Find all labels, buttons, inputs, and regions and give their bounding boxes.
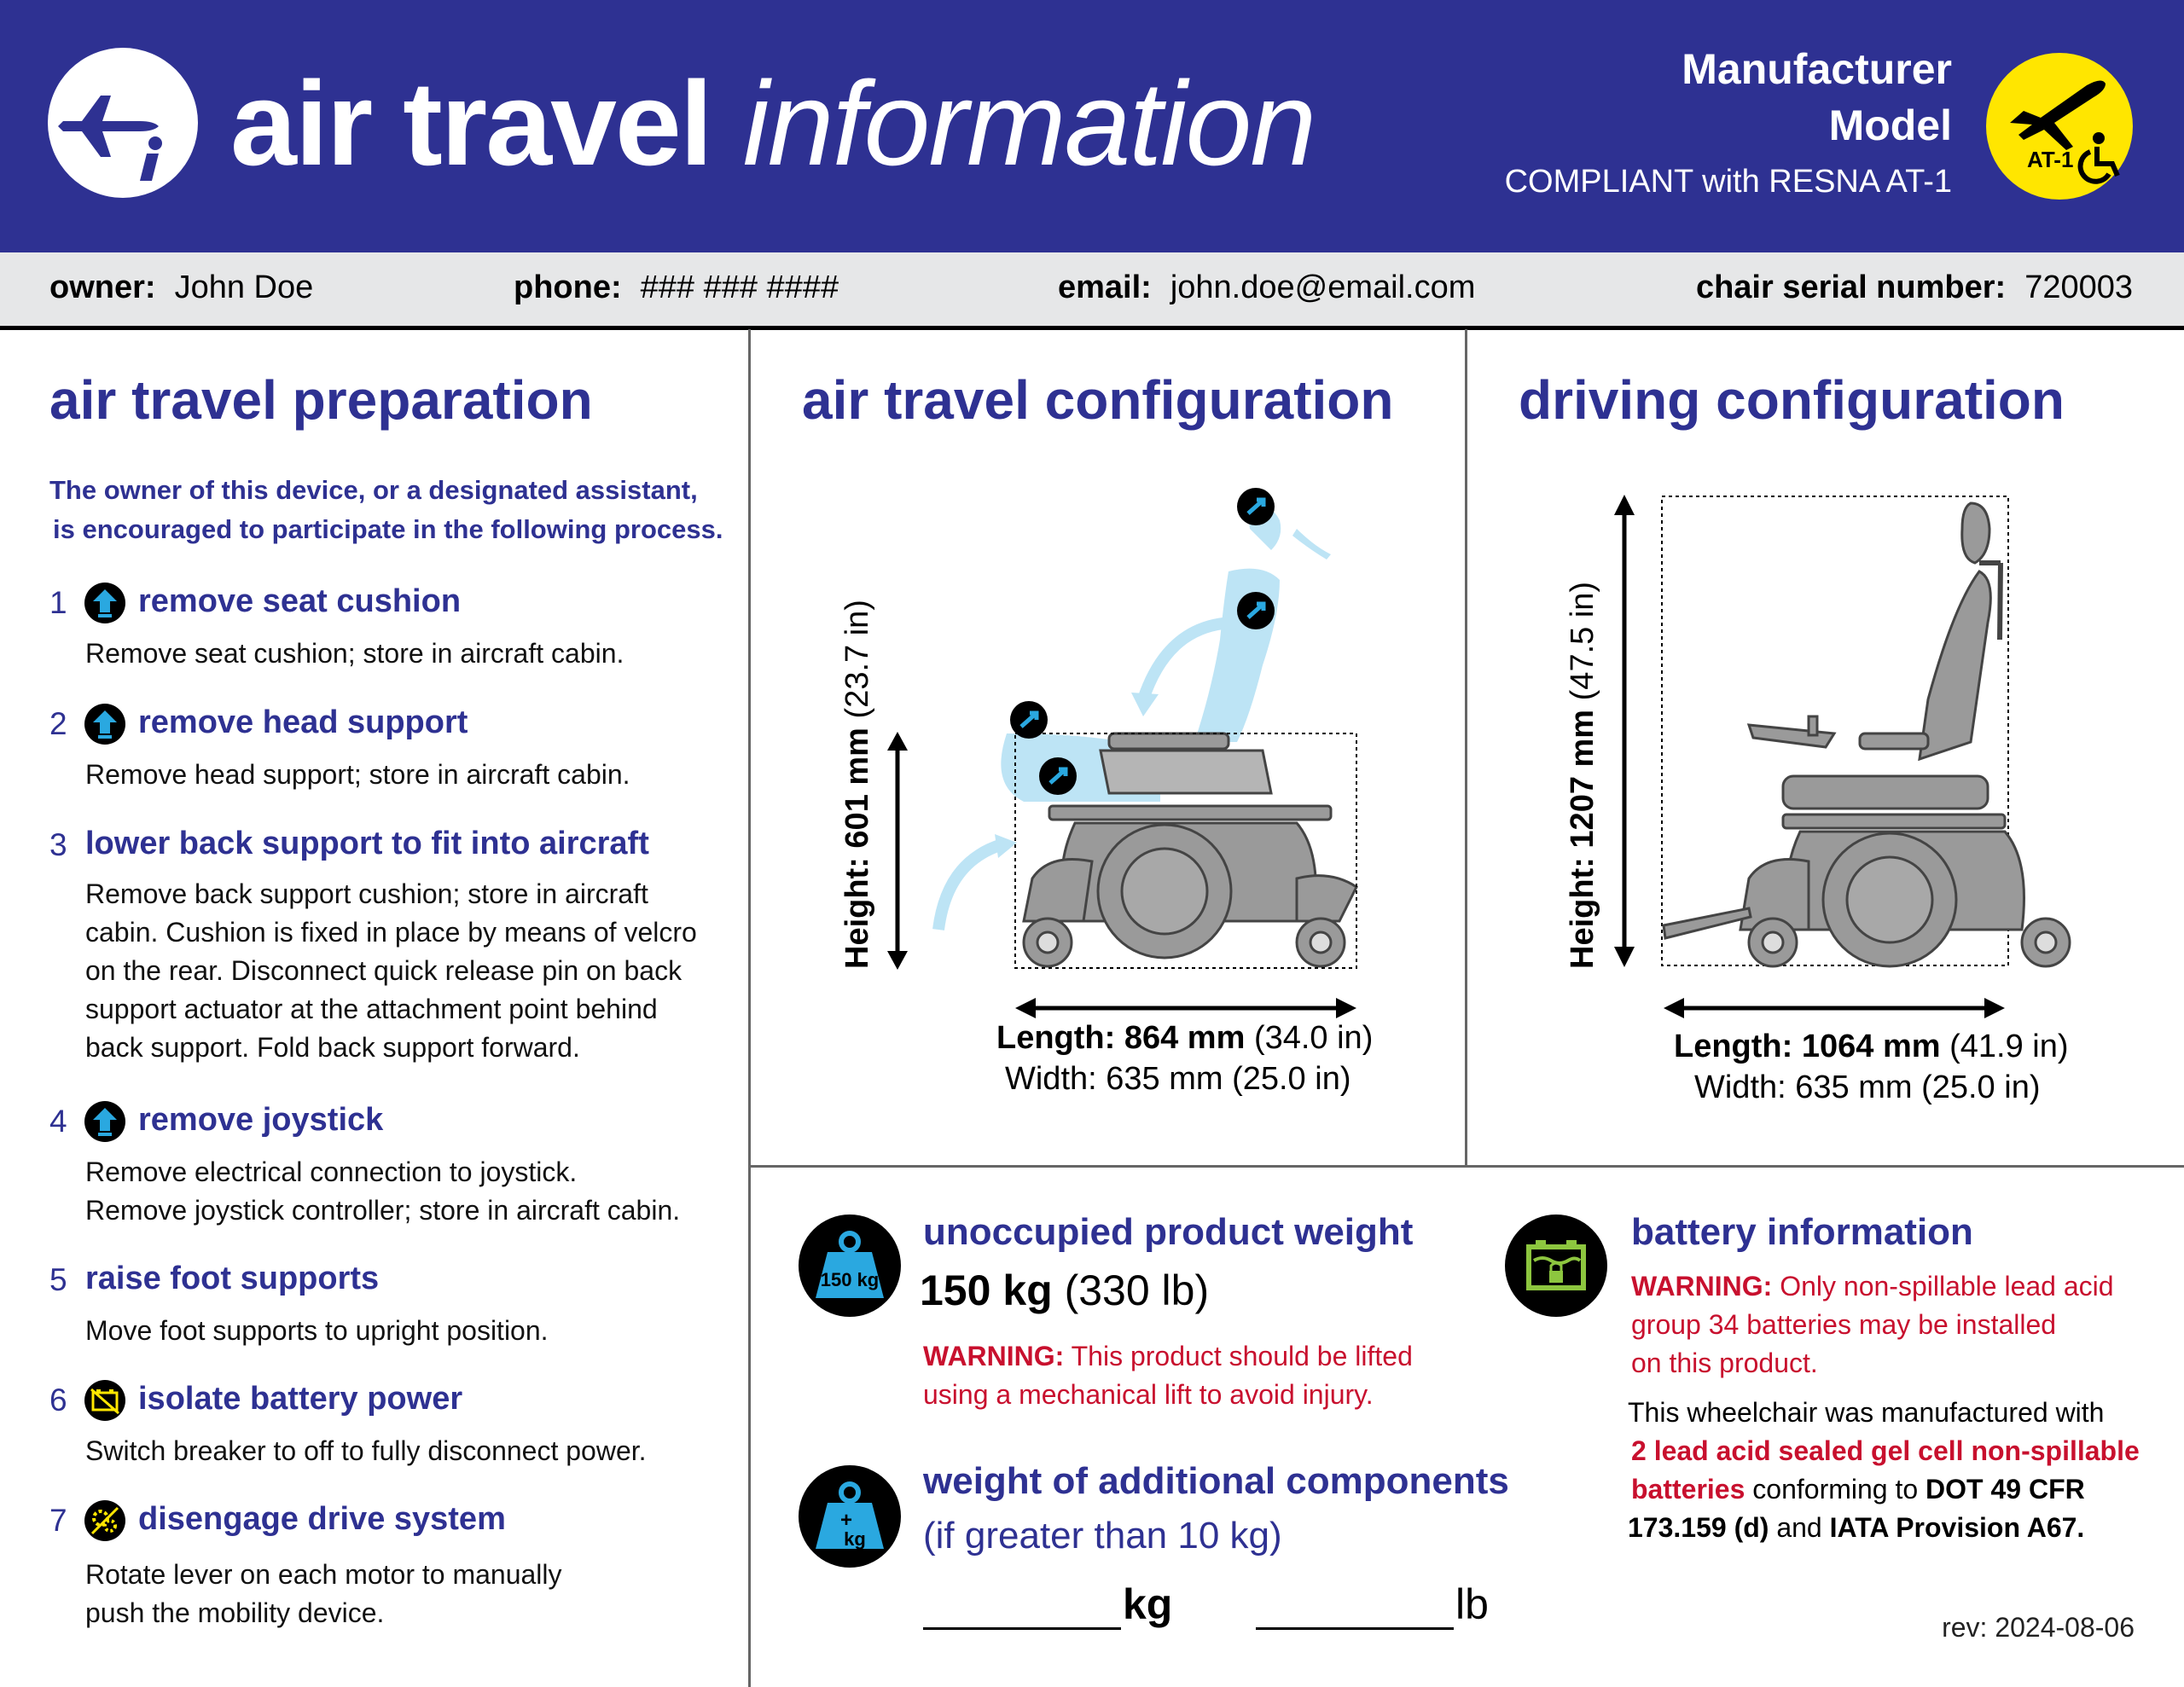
weight-value: 150 kg (330 lb)	[920, 1267, 1210, 1314]
weight-icon	[799, 1215, 901, 1317]
gear-disengage-icon	[84, 1499, 126, 1542]
airplane-info-icon	[48, 48, 198, 198]
prep-title: air travel preparation	[49, 369, 593, 431]
weight-warning: WARNING: This product should be lifted using a mechanical lift to avoid injury.	[923, 1341, 1413, 1410]
battery-warning: WARNING: Only non-spillable lead acid group 34 batteries may be installed on this product.	[1631, 1271, 2114, 1378]
manufacturer: Manufacturer	[1682, 45, 1952, 93]
arrow-up-icon	[84, 703, 126, 745]
air-config-diagram	[819, 478, 1433, 1041]
air-config-title: air travel configuration	[802, 369, 1394, 431]
kg-unit: kg	[1123, 1580, 1173, 1628]
owner-info-bar	[0, 252, 2184, 330]
arrow-up-icon	[84, 582, 126, 624]
air-height-label: Height: 601 mm (23.7 in)	[839, 600, 875, 969]
weight-icon-label: 150 kg	[820, 1269, 880, 1290]
kg-input-line[interactable]	[923, 1583, 1121, 1630]
battery-title: battery information	[1631, 1211, 1973, 1253]
drive-width-label: Width: 635 mm (25.0 in)	[1694, 1070, 2041, 1105]
divider-horizontal	[748, 1165, 2184, 1168]
title-italic: information	[742, 56, 1316, 190]
divider-middle	[1465, 329, 1467, 1167]
phone-field: phone: ### ### ####	[514, 270, 839, 305]
lb-input-line[interactable]	[1256, 1583, 1454, 1630]
badge-label: AT-1	[2027, 147, 2074, 172]
add-weight-icon-plus: +	[839, 1509, 853, 1532]
battery-icon	[1505, 1215, 1607, 1317]
email-field: email: john.doe@email.com	[1058, 270, 1476, 305]
drive-config-diagram	[1553, 478, 2099, 1032]
header-banner	[0, 0, 2184, 252]
compliance-text: COMPLIANT with RESNA AT-1	[1504, 164, 1952, 200]
air-length-label: Length: 864 mm (34.0 in)	[996, 1020, 1374, 1056]
lb-unit: lb	[1455, 1580, 1489, 1628]
phone-value: ### ### ####	[640, 270, 839, 305]
drive-length-label: Length: 1064 mm (41.9 in)	[1674, 1029, 2069, 1064]
serial-field: chair serial number: 720003	[1695, 270, 2133, 305]
add-weight-icon-kg: kg	[844, 1528, 866, 1550]
at1-badge	[1984, 51, 2135, 201]
email-value: john.doe@email.com	[1170, 270, 1476, 305]
components-title: weight of additional components	[923, 1460, 1509, 1502]
components-subtitle: (if greater than 10 kg)	[923, 1515, 1282, 1557]
battery-details: This wheelchair was manufactured with 2 lead acid sealed gel cell non-spillable batteries conforming to DOT 49 CFR 173.159 (d) and IATA Provision A67.	[1628, 1397, 2140, 1543]
title-bold: air travel	[230, 56, 712, 190]
page-title	[230, 56, 1316, 190]
drive-config-title: driving configuration	[1519, 369, 2065, 431]
wheelchair-driving	[1664, 503, 2070, 966]
drive-height-label: Height: 1207 mm (47.5 in)	[1565, 581, 1600, 969]
owner-field: owner: John Doe	[49, 270, 314, 305]
prep-intro: The owner of this device, or a designated assistant, is encouraged to participate in the following process.	[49, 475, 723, 544]
battery-off-icon	[84, 1379, 126, 1422]
arrow-up-icon	[84, 1100, 126, 1143]
air-width-label: Width: 635 mm (25.0 in)	[1005, 1061, 1351, 1097]
add-weight-icon	[799, 1465, 901, 1568]
revision-date: rev: 2024-08-06	[1942, 1612, 2135, 1643]
weight-title: unoccupied product weight	[923, 1211, 1414, 1253]
owner-value: John Doe	[174, 270, 314, 305]
model: Model	[1828, 101, 1952, 149]
serial-value: 720003	[2024, 270, 2133, 305]
